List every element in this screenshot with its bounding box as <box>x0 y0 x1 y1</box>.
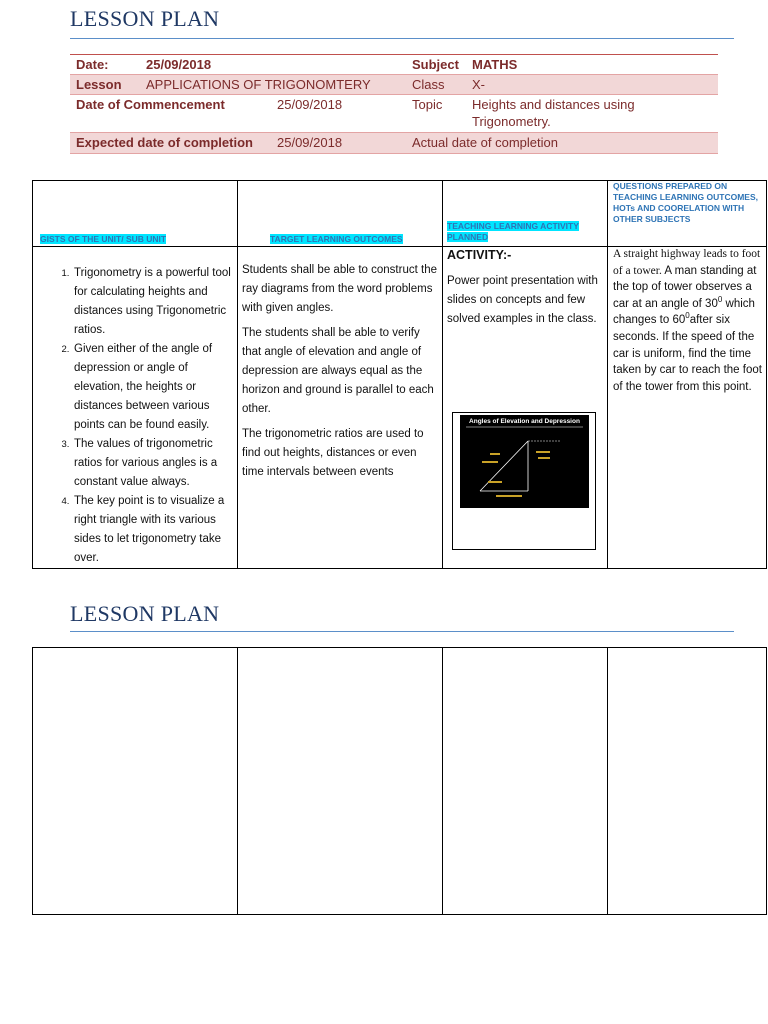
question-intro: A straight highway leads to foot of a tower. <box>613 248 761 277</box>
date-value: 25/09/2018 <box>146 57 212 72</box>
gist-item: 2. Given either of the angle of depression or angle of elevation, the heights or distances between various points can be found easily. <box>72 340 234 435</box>
commencement-value: 25/09/2018 <box>277 97 343 112</box>
header-activity <box>447 221 597 243</box>
header-questions-text: QUESTIONS PREPARED ON TEACHING LEARNING OUTCOMES, HOTs AND COORELATION WITH OTHER SUBJECTS <box>613 181 758 224</box>
activity-cell <box>447 246 603 329</box>
lesson-label: Lesson <box>76 77 122 92</box>
gists-cell <box>34 264 234 568</box>
header-gists <box>40 234 230 245</box>
page-title: LESSON PLAN <box>70 601 220 626</box>
outcome-paragraph: The students shall be able to verify that angle of elevation and angle of depression are always equal as the horizon and ground is parallel to each other. <box>242 327 434 415</box>
degree-mark: 0 <box>717 294 723 304</box>
page-title: LESSON PLAN <box>70 6 220 31</box>
header-questions <box>613 181 763 225</box>
subject-label: Subject <box>412 57 459 72</box>
expected-value: 25/09/2018 <box>277 135 343 150</box>
actual-label: Actual date of completion <box>412 135 558 150</box>
gist-item: 3. The values of trigonometric ratios for various angles is a constant value always. <box>72 435 234 492</box>
topic-value-line-1: Heights and distances using <box>472 97 635 112</box>
slide-thumbnail <box>460 415 589 508</box>
info-row-expected <box>70 133 718 154</box>
column-divider <box>442 647 443 915</box>
column-divider <box>442 180 443 569</box>
info-row-lesson <box>70 75 718 95</box>
header-outcomes <box>270 234 430 245</box>
class-value: X- <box>472 77 485 92</box>
topic-value-line-2: Trigonometry. <box>472 114 551 129</box>
gist-item: 4. The key point is to visualize a right triangle with its various sides to let trigonometry take over. <box>72 492 234 568</box>
slide-title: Angles of Elevation and Depression <box>469 418 580 425</box>
lesson-value: APPLICATIONS OF TRIGONOMTERY <box>146 77 371 92</box>
column-divider <box>607 180 608 569</box>
lesson-plan-table-empty <box>32 647 767 915</box>
lesson-info-table <box>70 54 718 154</box>
header-activity-text: TEACHING LEARNING ACTIVITY PLANNED <box>447 221 579 242</box>
gists-list <box>34 264 234 568</box>
expected-label: Expected date of completion <box>76 135 253 150</box>
question-cell <box>613 246 763 395</box>
class-label: Class <box>412 77 445 92</box>
question-text: which changes to 60 <box>613 297 755 327</box>
column-divider <box>237 647 238 915</box>
topic-label: Topic <box>412 97 443 112</box>
activity-heading: ACTIVITY:- <box>447 248 512 262</box>
commencement-label: Date of Commencement <box>76 97 225 112</box>
outcome-paragraph: Students shall be able to construct the ray diagrams from the word problems with given angles. <box>242 264 437 314</box>
column-divider <box>607 647 608 915</box>
outcome-paragraph: The trigonometric ratios are used to find out heights, distances or even time intervals between events <box>242 428 424 478</box>
activity-text: Power point presentation with slides on concepts and few solved examples in the class. <box>447 275 598 325</box>
header-outcomes-text: TARGET LEARNING OUTCOMES <box>270 234 403 244</box>
outcomes-cell <box>242 261 438 488</box>
info-row-date <box>70 54 718 75</box>
elevation-depression-diagram-icon <box>460 415 589 508</box>
column-divider <box>237 180 238 569</box>
title-divider <box>70 38 734 39</box>
gist-item: 1. Trigonometry is a powerful tool for calculating heights and distances using Trigonometric ratios. <box>72 264 234 340</box>
question-text: after six seconds. If the speed of the car is uniform, find the time taken by car to reach the foot of the tower from this point. <box>613 314 762 393</box>
question-text: A man standing at the top of tower observes a car at an angle of 30 <box>613 264 757 310</box>
info-row-commencement <box>70 95 718 133</box>
title-divider <box>70 631 734 632</box>
header-gists-text: GISTS OF THE UNIT/ SUB UNIT <box>40 234 167 244</box>
degree-mark: 0 <box>685 311 690 321</box>
date-label: Date: <box>76 57 109 72</box>
subject-value: MATHS <box>472 57 518 72</box>
